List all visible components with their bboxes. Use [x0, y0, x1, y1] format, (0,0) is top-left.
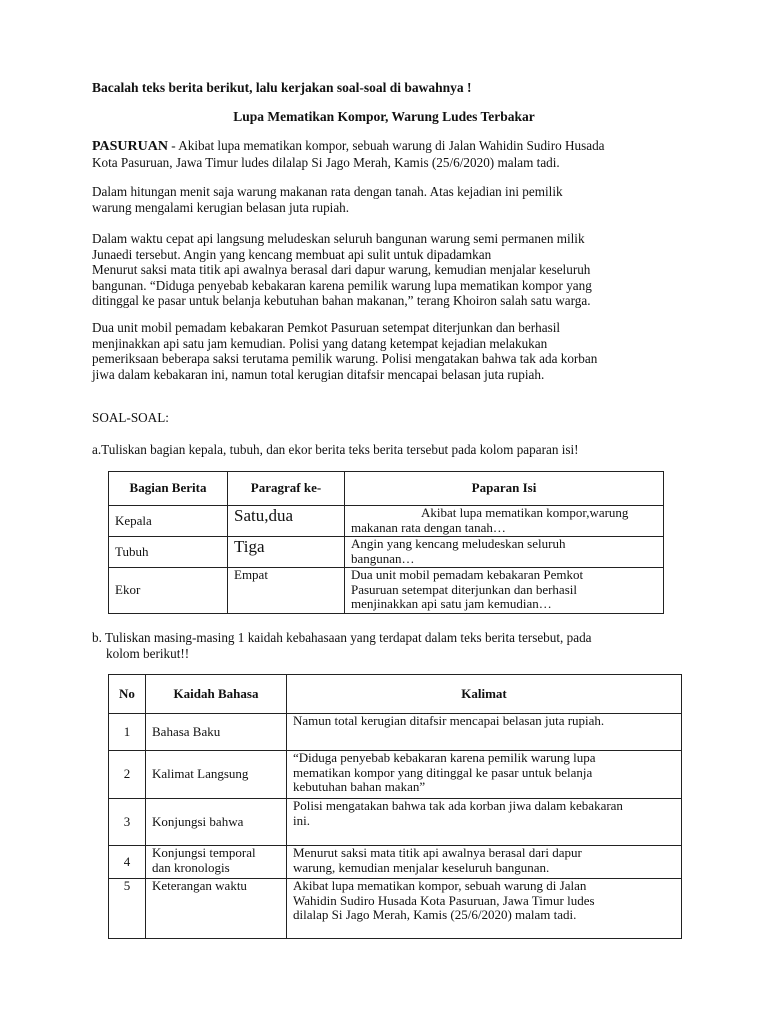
table-row: 2 Kalimat Langsung “Diduga penyebab kebakaran karena pemilik warung lupa mematikan kompor yang ditinggal ke pasar untuk belanja kebutuhan bahan makan” [109, 751, 682, 799]
table-row: Ekor Empat Dua unit mobil pemadam kebakaran Pemkot Pasuruan setempat diterjunkan dan berhasil menjinakkan api satu jam kemudian… [109, 568, 664, 614]
question-a: a.Tuliskan bagian kepala, tubuh, dan ekor berita teks berita tersebut pada kolom paparan isi! [92, 442, 579, 457]
soal-heading: SOAL-SOAL: [92, 410, 169, 425]
column-header: Paragraf ke- [228, 472, 345, 506]
question-b: b. Tuliskan masing-masing 1 kaidah kebahasaan yang terdapat dalam teks berita tersebut, pada kolom berikut!! [92, 630, 592, 661]
language-rules-table [108, 674, 682, 939]
column-header: Bagian Berita [109, 472, 228, 506]
table-row: 4 Konjungsi temporal dan kronologis Menurut saksi mata titik api awalnya berasal dari dapur warung, kemudian menjalar keseluruh bangunan. [109, 846, 682, 879]
table-row: 1 Bahasa Baku Namun total kerugian ditafsir mencapai belasan juta rupiah. [109, 714, 682, 751]
dateline: PASURUAN [92, 139, 168, 154]
column-header: Kaidah Bahasa [146, 675, 287, 714]
table-row: 5 Keterangan waktu Akibat lupa mematikan kompor, sebuah warung di Jalan Wahidin Sudiro Husada Kota Pasuruan, Jawa Timur ludes dilalap Si Jago Merah, Kamis (25/6/2020) malam tadi. [109, 879, 682, 939]
column-header: Kalimat [287, 675, 682, 714]
paragraph-3: Dalam waktu cepat api langsung meludeskan seluruh bangunan warung semi permanen milik Junaedi tersebut. Angin yang kencang membuat api sulit untuk dipadamkan Menurut saksi mata titik api awalnya berasal dari dapur warung, kemudian menjalar keseluruh bangunan. “Diduga penyebab kebakaran karena pemilik warung lupa mematikan kompor yang ditinggal ke pasar untuk belanja kebutuhan bahan makanan,” terang Khoiron salah satu warga. [92, 231, 592, 308]
paragraph-2: Dalam hitungan menit saja warung makanan rata dengan tanah. Atas kejadian ini pemilik warung mengalami kerugian belasan juta rupiah. [92, 184, 563, 215]
table-header-row [109, 472, 664, 506]
column-header: Paparan Isi [345, 472, 664, 506]
table-row: 3 Konjungsi bahwa Polisi mengatakan bahwa tak ada korban jiwa dalam kebakaran ini. [109, 799, 682, 846]
news-title: Lupa Mematikan Kompor, Warung Ludes Terbakar [233, 109, 535, 124]
table-row: Tubuh Tiga Angin yang kencang meludeskan seluruh bangunan… [109, 537, 664, 568]
instruction-text: Bacalah teks berita berikut, lalu kerjakan soal-soal di bawahnya ! [92, 80, 472, 95]
news-structure-table [108, 471, 664, 614]
paragraph-4: Dua unit mobil pemadam kebakaran Pemkot Pasuruan setempat diterjunkan dan berhasil menjinakkan api satu jam kemudian. Polisi yang datang ketempat kejadian melakukan pemeriksaan beberapa saksi terutama pemilik warung. Polisi mengatakan bahwa tak ada korban jiwa dalam kebakaran ini, namun total kerugian ditafsir mencapai belasan juta rupiah. [92, 320, 598, 382]
table-header-row [109, 675, 682, 714]
column-header: No [109, 675, 146, 714]
table-row: Kepala Satu,dua Akibat lupa mematikan kompor,warung makanan rata dengan tanah… [109, 506, 664, 537]
paragraph-1: PASURUAN - Akibat lupa mematikan kompor, sebuah warung di Jalan Wahidin Sudiro Husada Kota Pasuruan, Jawa Timur ludes dilalap Si Jago Merah, Kamis (25/6/2020) malam tadi. [92, 138, 605, 170]
